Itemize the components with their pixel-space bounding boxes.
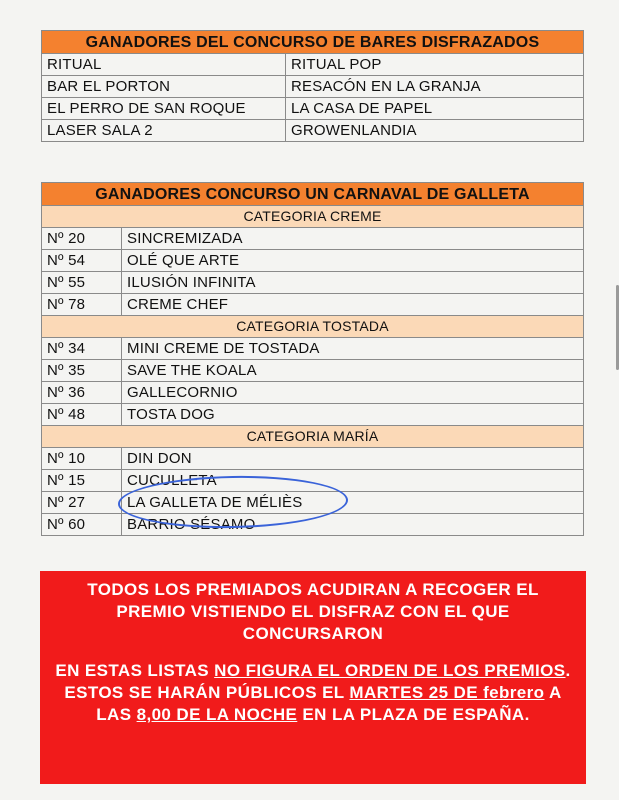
table-row bbox=[42, 338, 584, 360]
galleta-table bbox=[41, 182, 584, 536]
entry-name: SAVE THE KOALA bbox=[122, 360, 584, 382]
table-row bbox=[42, 514, 584, 536]
table-row bbox=[42, 492, 584, 514]
notice-text: EN LA PLAZA DE ESPAÑA. bbox=[297, 705, 530, 724]
notice-text: EN ESTAS LISTAS bbox=[55, 661, 215, 680]
table-row bbox=[42, 120, 584, 142]
table-row bbox=[42, 470, 584, 492]
entry-name: BARRIO SÉSAMO bbox=[122, 514, 584, 536]
galleta-title: GANADORES CONCURSO UN CARNAVAL DE GALLETA bbox=[42, 183, 584, 206]
entry-number: Nº 48 bbox=[42, 404, 122, 426]
entry-number: Nº 55 bbox=[42, 272, 122, 294]
notice-underlined-date: MARTES 25 DE febrero bbox=[349, 683, 545, 702]
entry-number: Nº 36 bbox=[42, 382, 122, 404]
notice-underlined-text: NO FIGURA EL ORDEN DE LOS PREMIOS bbox=[214, 661, 566, 680]
entry-number: Nº 15 bbox=[42, 470, 122, 492]
category-header: CATEGORIA CREME bbox=[42, 206, 584, 228]
entry-name: LA GALLETA DE MÉLIÈS bbox=[122, 492, 584, 514]
table-row bbox=[42, 98, 584, 120]
entry-number: Nº 35 bbox=[42, 360, 122, 382]
bares-cell: EL PERRO DE SAN ROQUE bbox=[42, 98, 286, 120]
bares-cell: RESACÓN EN LA GRANJA bbox=[286, 76, 584, 98]
entry-name: OLÉ QUE ARTE bbox=[122, 250, 584, 272]
entry-number: Nº 10 bbox=[42, 448, 122, 470]
bares-cell: LASER SALA 2 bbox=[42, 120, 286, 142]
entry-name: MINI CREME DE TOSTADA bbox=[122, 338, 584, 360]
entry-name: SINCREMIZADA bbox=[122, 228, 584, 250]
entry-name: GALLECORNIO bbox=[122, 382, 584, 404]
bares-cell: RITUAL POP bbox=[286, 54, 584, 76]
table-row bbox=[42, 272, 584, 294]
notice-underlined-time: 8,00 DE LA NOCHE bbox=[136, 705, 298, 724]
table-row bbox=[42, 360, 584, 382]
entry-number: Nº 27 bbox=[42, 492, 122, 514]
table-row bbox=[42, 228, 584, 250]
notice-text: A LAS bbox=[96, 683, 562, 724]
bares-cell: BAR EL PORTON bbox=[42, 76, 286, 98]
table-row bbox=[42, 382, 584, 404]
entry-name: CREME CHEF bbox=[122, 294, 584, 316]
table-row bbox=[42, 76, 584, 98]
entry-number: Nº 34 bbox=[42, 338, 122, 360]
table-row bbox=[42, 294, 584, 316]
entry-number: Nº 78 bbox=[42, 294, 122, 316]
entry-name: CUCULLETA bbox=[122, 470, 584, 492]
bares-title: GANADORES DEL CONCURSO DE BARES DISFRAZADOS bbox=[42, 31, 584, 54]
notice-text: . ESTOS SE HARÁN PÚBLICOS EL bbox=[64, 661, 571, 702]
bares-cell: GROWENLANDIA bbox=[286, 120, 584, 142]
table-row bbox=[42, 250, 584, 272]
bares-cell: LA CASA DE PAPEL bbox=[286, 98, 584, 120]
category-header: CATEGORIA MARÍA bbox=[42, 426, 584, 448]
entry-number: Nº 60 bbox=[42, 514, 122, 536]
table-row bbox=[42, 54, 584, 76]
bares-cell: RITUAL bbox=[42, 54, 286, 76]
notice-box bbox=[40, 571, 586, 784]
entry-name: TOSTA DOG bbox=[122, 404, 584, 426]
entry-number: Nº 20 bbox=[42, 228, 122, 250]
notice-paragraph-1: TODOS LOS PREMIADOS ACUDIRAN A RECOGER EL PREMIO VISTIENDO EL DISFRAZ CON EL QUE CONCURSARON bbox=[87, 580, 539, 643]
notice-paragraph-2 bbox=[40, 660, 586, 726]
entry-name: DIN DON bbox=[122, 448, 584, 470]
table-row bbox=[42, 448, 584, 470]
entry-name: ILUSIÓN INFINITA bbox=[122, 272, 584, 294]
category-header: CATEGORIA TOSTADA bbox=[42, 316, 584, 338]
entry-number: Nº 54 bbox=[42, 250, 122, 272]
bares-table bbox=[41, 30, 584, 142]
table-row bbox=[42, 404, 584, 426]
